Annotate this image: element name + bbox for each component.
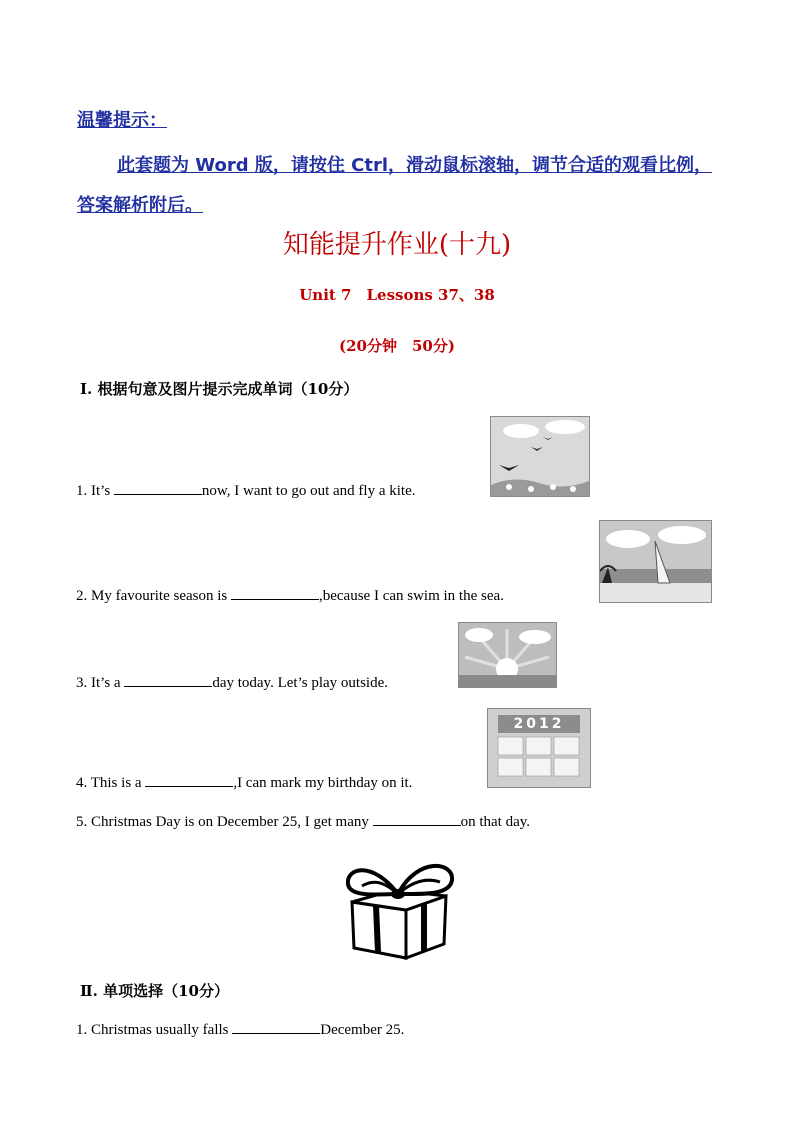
answer-blank-2[interactable] xyxy=(231,598,319,600)
question-5-before: 5. Christmas Day is on December 25, I get many xyxy=(76,814,373,830)
choice-question-1 xyxy=(76,1022,404,1039)
sunny-day-picture xyxy=(458,622,557,688)
answer-blank-3[interactable] xyxy=(124,685,212,687)
choice-question-1-before: 1. Christmas usually falls xyxy=(76,1022,233,1038)
document-title: 知能提升作业(十九) xyxy=(282,230,512,260)
question-1-before: 1. It’s xyxy=(76,483,114,499)
question-4-before: 4. This is a xyxy=(76,775,146,791)
question-2 xyxy=(76,588,504,605)
question-2-after: ,because I can swim in the sea. xyxy=(318,588,504,604)
question-3-after: day today. Let’s play outside. xyxy=(212,675,388,691)
choice-blank-1[interactable] xyxy=(232,1032,320,1034)
question-4 xyxy=(76,775,412,792)
question-3-before: 3. It’s a xyxy=(76,675,125,691)
section-1-heading: Ⅰ. 根据句意及图片提示完成单词（10分） xyxy=(80,380,359,398)
answer-blank-4[interactable] xyxy=(145,785,233,787)
tip-body: 此套题为 Word 版，请按住 Ctrl，滑动鼠标滚轴，调节合适的观看比例，答案解析附后。 xyxy=(77,155,712,216)
calendar-picture xyxy=(487,708,591,788)
question-4-after: ,I can mark my birthday on it. xyxy=(233,775,413,791)
question-1 xyxy=(76,483,416,500)
time-score: (20分钟 50分) xyxy=(339,337,455,355)
answer-blank-1[interactable] xyxy=(114,493,202,495)
answer-blank-5[interactable] xyxy=(373,824,461,826)
choice-question-1-after: December 25. xyxy=(320,1022,405,1038)
question-5 xyxy=(76,814,530,831)
question-5-after: on that day. xyxy=(460,814,531,830)
unit-subtitle: Unit 7 Lessons 37、38 xyxy=(299,286,495,304)
calendar-year: 2012 xyxy=(498,715,580,733)
question-3 xyxy=(76,675,388,692)
question-1-after: now, I want to go out and fly a kite. xyxy=(201,483,416,499)
section-2-heading: Ⅱ. 单项选择（10分） xyxy=(80,982,229,1000)
question-2-before: 2. My favourite season is xyxy=(76,588,231,604)
tip-title: 温馨提示： xyxy=(77,110,167,131)
spring-picture xyxy=(490,416,590,497)
summer-beach-picture xyxy=(599,520,712,603)
gift-box-picture xyxy=(332,850,464,961)
